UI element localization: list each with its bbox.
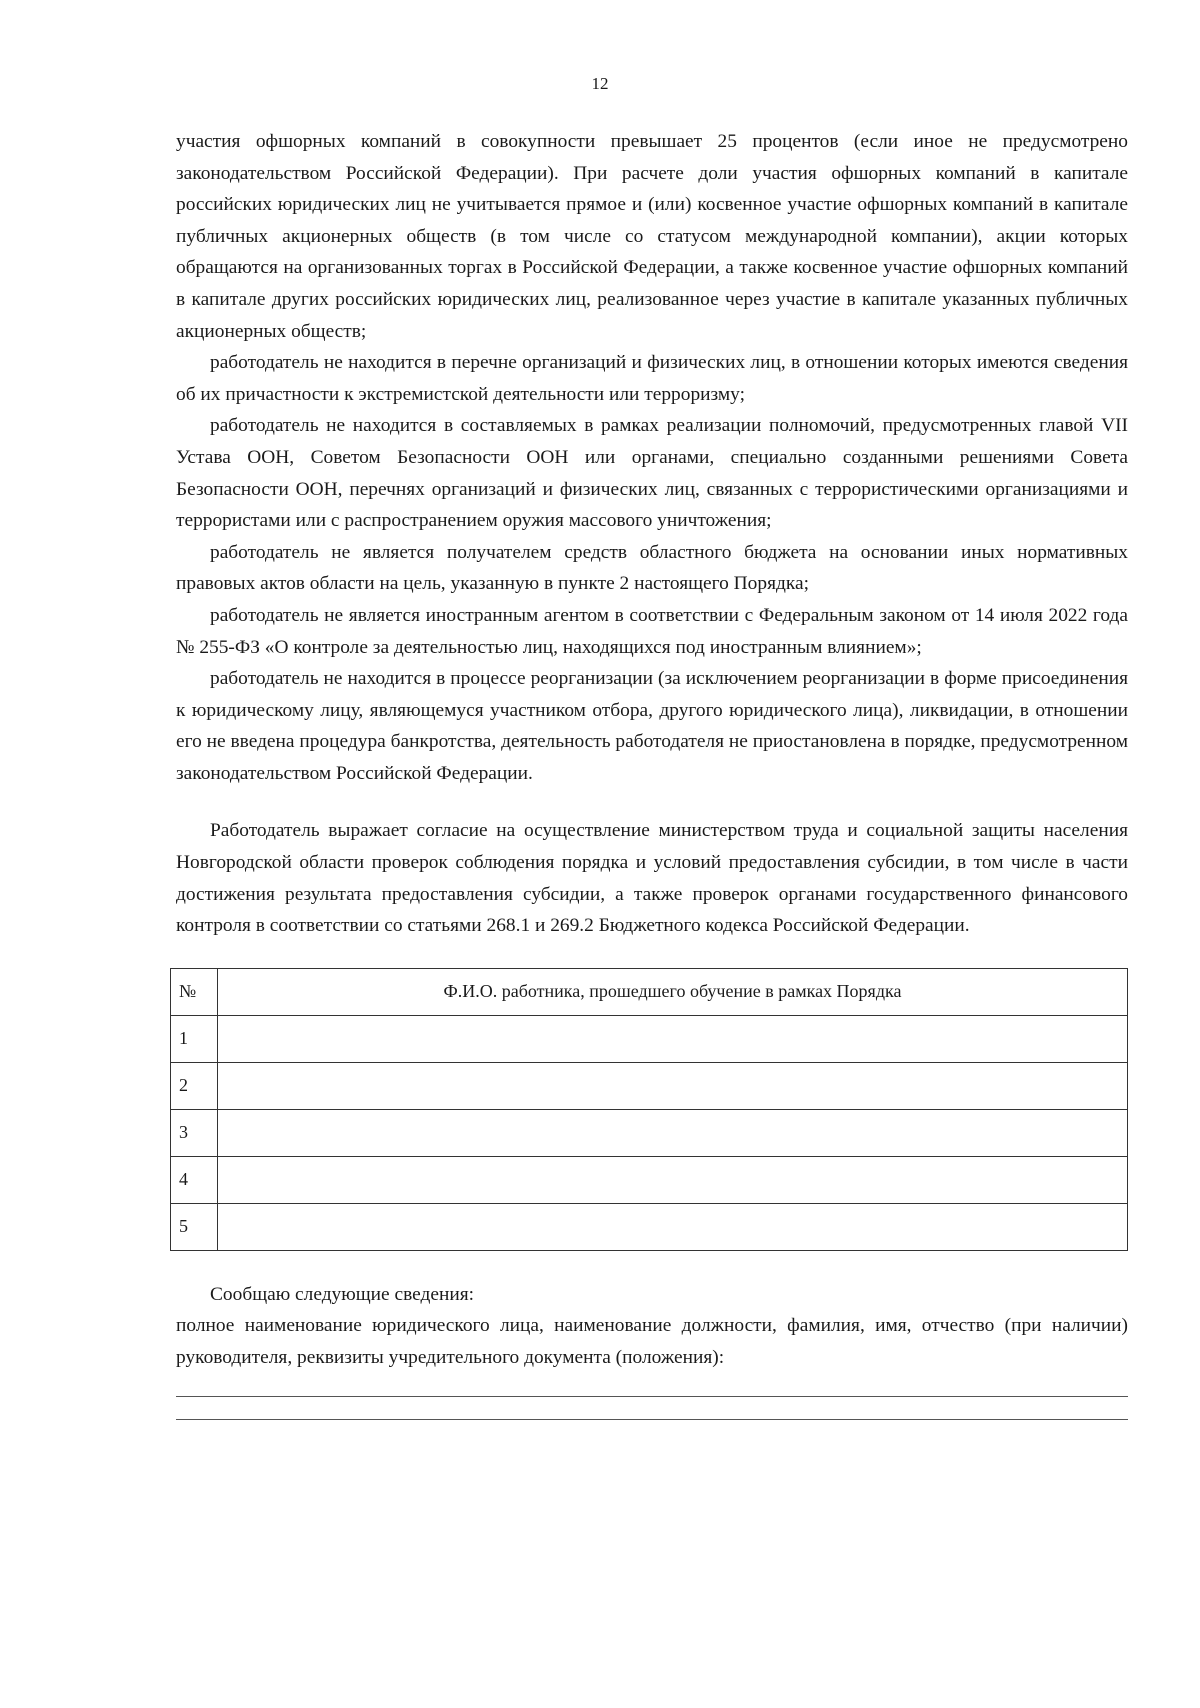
paragraph-foreign-agent: работодатель не является иностранным агентом в соответствии с Федеральным законом от 14 июля 2022 года № 255-ФЗ «О контроле за деятельностью лиц, находящихся под иностранным влиянием»; — [176, 604, 1128, 658]
page-number: 12 — [591, 74, 609, 93]
table-row — [171, 1156, 1128, 1203]
paragraph-offshore: участия офшорных компаний в совокупности превышает 25 процентов (если иное не предусмотрено законодательством Российской Федерации). При расчете доли участия офшорных компаний в капитале российских юридических лиц не учитывается прямое и (или) косвенное участие офшорных компаний в капитале публичных акционерных обществ (в том числе со статусом международной компании), акции которых обращаются на организованных торгах в Российской Федерации, а также косвенное участие офшорных компаний в капитале других российских юридических лиц, реализованное через участие в капитале указанных публичных акционерных обществ; — [176, 131, 1128, 342]
worker-name-cell[interactable] — [218, 1015, 1128, 1062]
paragraph-extremism: работодатель не находится в перечне организаций и физических лиц, в отношении которых имеются сведения об их причастности к экстремистской деятельности или терроризму; — [176, 352, 1128, 405]
table-row — [171, 1062, 1128, 1109]
row-number: 3 — [171, 1109, 218, 1156]
row-number: 2 — [171, 1062, 218, 1109]
worker-name-cell[interactable] — [218, 1156, 1128, 1203]
paragraph-consent: Работодатель выражает согласие на осуществление министерством труда и социальной защиты населения Новгородской области проверок соблюдения порядка и условий предоставления субсидии, в том числе в части достижения результата предоставления субсидии, а также проверок органами государственного финансового контроля в соответствии со статьями 268.1 и 269.2 Бюджетного кодекса Российской Федерации. — [176, 820, 1128, 937]
row-number: 5 — [171, 1203, 218, 1250]
fill-in-line[interactable] — [176, 1397, 1128, 1420]
trained-workers-table — [170, 968, 1128, 1251]
column-header-name: Ф.И.О. работника, прошедшего обучение в рамках Порядка — [218, 968, 1128, 1015]
worker-name-cell[interactable] — [218, 1109, 1128, 1156]
document-body — [176, 126, 1128, 1420]
paragraph-un-sanctions: работодатель не находится в составляемых в рамках реализации полномочий, предусмотренных главой VII Устава ООН, Советом Безопасности ООН или органами, специально созданными решениями Совета Безопасности ООН, перечнях организаций и физических лиц, связанных с террористическими организациями и террористами или с распространением оружия массового уничтожения; — [176, 415, 1128, 532]
info-text: полное наименование юридического лица, наименование должности, фамилия, имя, отчество (при наличии) руководителя, реквизиты учредительного документа (положения): — [176, 1315, 1128, 1369]
table-row — [171, 1015, 1128, 1062]
table-row — [171, 1109, 1128, 1156]
row-number: 4 — [171, 1156, 218, 1203]
table-header-row — [171, 968, 1128, 1015]
column-header-number: № — [171, 968, 218, 1015]
info-section — [176, 1279, 1128, 1420]
paragraph-budget: работодатель не является получателем средств областного бюджета на основании иных нормативных правовых актов области на цель, указанную в пункте 2 настоящего Порядка; — [176, 541, 1128, 595]
table-row — [171, 1203, 1128, 1250]
row-number: 1 — [171, 1015, 218, 1062]
worker-name-cell[interactable] — [218, 1203, 1128, 1250]
fill-in-line[interactable] — [176, 1374, 1128, 1397]
worker-name-cell[interactable] — [218, 1062, 1128, 1109]
info-heading: Сообщаю следующие сведения: — [210, 1283, 475, 1305]
paragraph-reorganization: работодатель не находится в процессе реорганизации (за исключением реорганизации в форме присоединения к юридическому лицу, являющемуся участником отбора, другого юридического лица), ликвидации, в отношении его не введена процедура банкротства, деятельность работодателя не приостановлена в порядке, предусмотренном законодательством Российской Федерации. — [176, 668, 1128, 784]
